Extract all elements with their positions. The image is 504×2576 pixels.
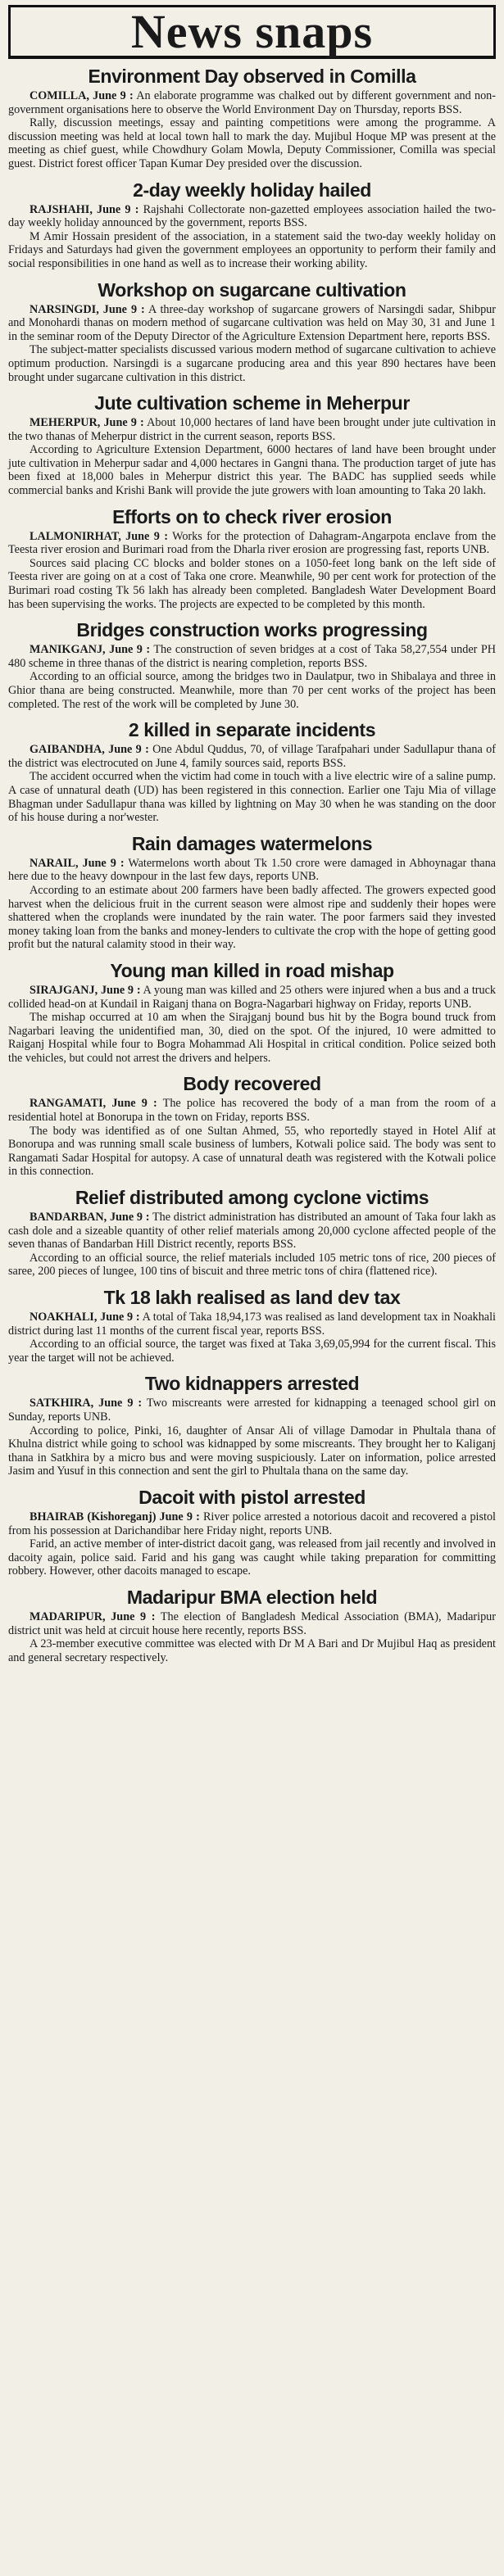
story-headline: Relief distributed among cyclone victims xyxy=(75,1187,429,1209)
story-text: A total of Taka 18,94,173 was realised as land development tax in Noakhali district during last 11 months of the current fiscal year, reports BSS. xyxy=(8,1311,496,1338)
news-story xyxy=(8,1287,496,1365)
story-dateline: GAIBANDHA, June 9 : xyxy=(30,743,149,757)
story-dateline: MANIKGANJ, June 9 : xyxy=(30,643,151,657)
story-text: According to Agriculture Extension Department, 6000 hectares of land have been brought under jute cultivation in Meherpur sadar and 4,000 hectares in Gangni thana. The production target of jute has been fixed at 18,000 bales in Meherpur district this year. The BADC has supplied seeds while commercial banks and Krishi Bank will provide the jute growers with loan amounting to Taka 20 lakh. xyxy=(8,443,496,498)
story-paragraph xyxy=(8,857,496,884)
story-text: An elaborate programme was chalked out by different government and non-government organisations here to observe the World Environment Day on Thursday, reports BSS. xyxy=(8,89,496,116)
story-headline: 2 killed in separate incidents xyxy=(128,719,376,741)
story-text: According to an official source, the relief materials included 105 metric tons of rice, 200 pieces of saree, 200 pieces of lungee, 100 tins of biscuit and three metric tons of chira (flattened rice). xyxy=(8,1251,496,1279)
story-dateline: LALMONIRHAT, June 9 : xyxy=(30,529,168,543)
story-dateline: RAJSHAHI, June 9 : xyxy=(30,202,139,216)
story-paragraph xyxy=(8,1510,496,1537)
story-headline: Madaripur BMA election held xyxy=(126,1586,378,1608)
story-dateline: MADARIPUR, June 9 : xyxy=(30,1609,156,1623)
story-text: A 23-member executive committee was elected with Dr M A Bari and Dr Mujibul Haq as president and general secretary respectively. xyxy=(8,1637,496,1664)
masthead xyxy=(8,5,496,59)
story-paragraph xyxy=(8,984,496,1011)
news-story xyxy=(8,66,496,171)
news-story xyxy=(8,506,496,612)
story-paragraph xyxy=(8,89,496,116)
story-paragraph xyxy=(8,1125,496,1179)
story-paragraph xyxy=(8,1011,496,1065)
story-headline: Efforts on to check river erosion xyxy=(112,505,392,527)
news-story xyxy=(8,619,496,711)
story-headline: Two kidnappers arrested xyxy=(144,1373,360,1395)
story-headline: Environment Day observed in Comilla xyxy=(88,66,416,87)
story-dateline: MEHERPUR, June 9 : xyxy=(30,416,144,430)
story-headline: Tk 18 lakh realised as land dev tax xyxy=(103,1287,401,1308)
story-text: The election of Bangladesh Medical Association (BMA), Madaripur district unit was held at circuit house here recently, reports BSS. xyxy=(8,1609,497,1637)
news-story xyxy=(8,1487,496,1578)
story-dateline: BANDARBAN, June 9 : xyxy=(30,1211,150,1225)
story-text: According to police, Pinki, 16, daughter of Ansar Ali of village Damodar in Phultala thana of Khulna district while going to school was kidnapped by some miscreants. They brought her to Kaliganj thana in Satkhira by a micro bus and were moving suspiciously. Later on information, police arrested Jasim and Yusuf in this connection and sent the girl to Phultala thana on the same day. xyxy=(8,1424,496,1478)
news-story xyxy=(8,1187,496,1279)
story-text: A three-day workshop of sugarcane growers of Narsingdi sadar, Shibpur and Monohardi thanas on modern method of sugarcane cultivation was held on May 30, 31 and June 1 in the seminar room of the Deputy Director of the Agriculture Extension Department here, reports BSS. xyxy=(8,302,496,343)
news-story xyxy=(8,1373,496,1478)
story-text: Rally, discussion meetings, essay and painting competitions were among the programme. A discussion meeting was held at local town hall to mark the day. Mujibul Hoque MP was present at the meeting as chief guest, while Chowdhury Golam Mowla, Deputy Commissioner, Comilla was special guest. District forest officer Tapan Kumar Dey presided over the discussion. xyxy=(8,116,496,170)
story-list xyxy=(8,66,496,1664)
news-story xyxy=(8,719,496,825)
story-paragraph xyxy=(8,303,496,344)
story-paragraph xyxy=(8,443,496,497)
story-paragraph xyxy=(8,1097,496,1124)
story-headline: Young man killed in road mishap xyxy=(110,959,394,981)
story-text: The construction of seven bridges at a cost of Taka 58,27,554 under PH 480 scheme in three thanas of the district is nearing completion, reports BSS. xyxy=(8,643,496,670)
story-text: The district administration has distributed an amount of Taka four lakh as cash dole and a sizeable quantity of other relief materials among 20,000 cyclone affected people of the seven thanas of Bandarban Hill District recently, reports BSS. xyxy=(8,1211,497,1252)
story-headline: Body recovered xyxy=(183,1073,321,1095)
story-text: The police has recovered the body of a man from the room of a residential hotel at Bonorupa in the town on Friday, reports BSS. xyxy=(8,1097,496,1125)
news-story xyxy=(8,179,496,271)
story-text: M Amir Hossain president of the association, in a statement said the two-day weekly holiday on Fridays and Saturdays had given the government employees an opportunity to perform their family and social responsibilities in one hand as well as to increase their working ability. xyxy=(8,229,496,270)
story-paragraph xyxy=(8,116,496,170)
news-story xyxy=(8,1587,496,1664)
story-text: According to an official source, among the bridges two in Daulatpur, two in Shibalaya and three in Ghior thana are being constructed. Meanwhile, more than 70 per cent works of the project has been completed. The rest of the work will be completed by June 30. xyxy=(8,670,496,711)
story-paragraph xyxy=(8,1537,496,1578)
story-paragraph xyxy=(8,884,496,952)
story-text: The accident occurred when the victim had come in touch with a live electric wire of a saline pump. A case of unnatural death (UD) has been registered in this connection. Earlier one Taju Mia of village Bhagman under Sadullapur thana was killed by lightning on May 30 when he was standing on the door of his house during a nor'wester. xyxy=(8,770,496,825)
story-dateline: SATKHIRA, June 9 : xyxy=(30,1397,143,1410)
story-text: A young man was killed and 25 others were injured when a bus and a truck collided head-on at Kundail in Raiganj thana on Bogra-Nagarbari highway on Friday, reports UNB. xyxy=(8,983,496,1011)
story-text: The mishap occurred at 10 am when the Sirajganj bound bus hit by the Bogra bound truck from Nagarbari leaving the unidentified man, 30, died on the spot. Of the injured, 10 were admitted to Raiganj Hospital while four to Bogra Mohammad Ali Hospital in critical condition. Police seized both the vehicles, but could not arrest the drivers and helpers. xyxy=(8,1011,496,1065)
story-paragraph xyxy=(8,1252,496,1279)
story-text: Farid, an active member of inter-district dacoit gang, was released from jail recently and involved in dacoity again, police said. Farid and his gang was caught while taking preparation for committing robbery. However, other dacoits managed to escape. xyxy=(8,1537,496,1578)
story-text: The subject-matter specialists discussed various modern method of sugarcane cultivation to achieve optimum production. Narsingdi is a sugarcane producing area and this year 890 hectares have been brought under sugarcane cultivation in this district. xyxy=(8,343,496,384)
story-text: River police arrested a notorious dacoit and recovered a pistol from his possession at Darichandibar here Friday night, reports UNB. xyxy=(8,1510,496,1537)
story-paragraph xyxy=(8,1311,496,1338)
story-dateline: NARAIL, June 9 : xyxy=(30,856,125,870)
story-headline: 2-day weekly holiday hailed xyxy=(133,179,371,201)
story-text: Works for the protection of Dahagram-Angarpota enclave from the Teesta river erosion and Burimari road from the Dharla river erosion are progressing fast, reports UNB. xyxy=(8,529,496,557)
story-paragraph xyxy=(8,643,496,670)
story-text: According to an official source, the target was fixed at Taka 3,69,05,994 for the current fiscal. This year the target will not be achieved. xyxy=(8,1338,496,1365)
story-paragraph xyxy=(8,1211,496,1252)
story-text: About 10,000 hectares of land have been brought under jute cultivation in the two thanas of Meherpur district in the current season, reports BSS. xyxy=(8,416,497,443)
news-story xyxy=(8,392,496,498)
story-text: Two miscreants were arrested for kidnapping a teenaged school girl on Sunday, reports UNB. xyxy=(8,1397,496,1424)
story-headline: Rain damages watermelons xyxy=(131,832,373,854)
story-dateline: NOAKHALI, June 9 : xyxy=(30,1311,140,1324)
story-paragraph xyxy=(8,203,496,230)
story-paragraph xyxy=(8,1397,496,1424)
story-paragraph xyxy=(8,1610,496,1637)
story-dateline: NARSINGDI, June 9 : xyxy=(30,302,145,316)
story-paragraph xyxy=(8,1637,496,1664)
story-text: The body was identified as of one Sultan Ahmed, 55, who reportedly stayed in Hotel Alif at Bonorupa and was running small scale business of lumbers, Kotwali police said. The body was sent to Rangamati Sadar Hospital for autopsy. A case of unnatural death was registered with the Kotwali police in this connection. xyxy=(8,1124,496,1179)
story-paragraph xyxy=(8,1338,496,1365)
story-paragraph xyxy=(8,343,496,384)
story-text: Sources said placing CC blocks and bolder stones on a 1050-feet long bank on the left side of Teesta river are going on at a cost of Taka one crore. Meanwhile, 90 per cent work for protection of the Burimari road costing Tk 56 lakh has already been completed. Bangladesh Water Development Board has been supervising the works. The projects are expected to be completed by this month. xyxy=(8,556,496,611)
story-paragraph xyxy=(8,230,496,271)
story-paragraph xyxy=(8,670,496,711)
news-story xyxy=(8,279,496,385)
story-text: Rajshahi Collectorate non-gazetted employees association hailed the two-day weekly holiday announced by the government, reports BSS. xyxy=(8,202,496,230)
story-dateline: RANGAMATI, June 9 : xyxy=(30,1097,157,1111)
news-story xyxy=(8,833,496,952)
story-text: Watermelons worth about Tk 1.50 crore were damaged in Abhoynagar thana here due to the heavy downpour in the last few days, reports UNB. xyxy=(8,856,496,884)
story-paragraph xyxy=(8,557,496,611)
story-dateline: SIRAJGANJ, June 9 : xyxy=(30,983,141,997)
news-story xyxy=(8,1073,496,1179)
story-paragraph xyxy=(8,743,496,770)
story-paragraph xyxy=(8,1424,496,1478)
story-headline: Workshop on sugarcane cultivation xyxy=(98,278,406,301)
story-paragraph xyxy=(8,770,496,824)
story-headline: Bridges construction works progressing xyxy=(76,619,428,641)
story-paragraph xyxy=(8,530,496,557)
story-headline: Dacoit with pistol arrested xyxy=(138,1486,366,1508)
story-dateline: BHAIRAB (Kishoreganj) June 9 : xyxy=(30,1510,200,1523)
story-text: According to an estimate about 200 farmers have been badly affected. The growers expected good harvest when the delicious fruit in the current season were almost ripe and suddenly their hopes were shattered when the croplands were inundated by the rain water. The poor farmers said they invested money taking loan from the banks and money-lenders to cultivate the crop with the hope of getting good profit but the natural calamity stood in their way. xyxy=(8,883,496,952)
story-headline: Jute cultivation scheme in Meherpur xyxy=(94,392,410,414)
story-dateline: COMILLA, June 9 : xyxy=(30,89,134,102)
column-title: News snaps xyxy=(130,4,374,58)
story-text: One Abdul Quddus, 70, of village Tarafpahari under Sadullapur thana of the district was electrocuted on June 4, family sources said, reports BSS. xyxy=(8,743,496,770)
news-story xyxy=(8,960,496,1066)
story-paragraph xyxy=(8,416,496,443)
